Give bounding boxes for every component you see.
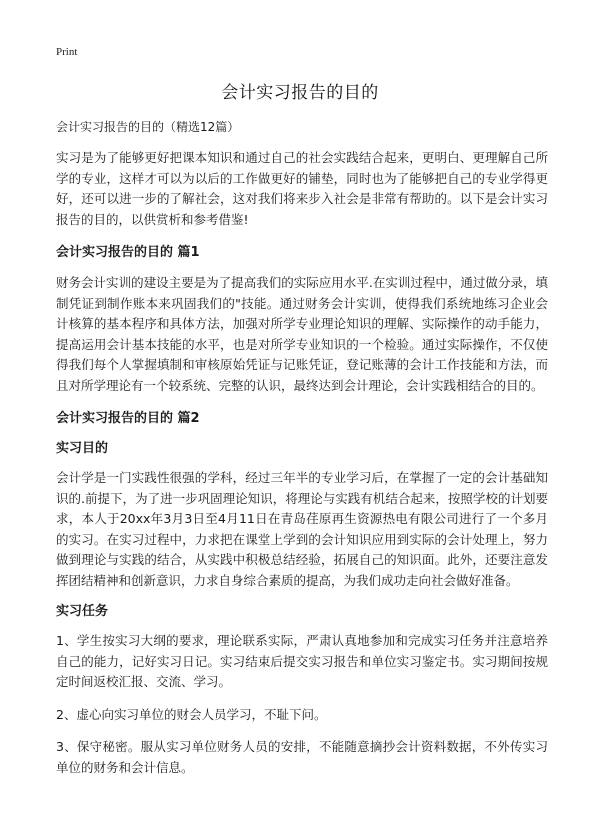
document-subtitle: 会计实习报告的目的（精选12篇） bbox=[56, 120, 240, 134]
subheading-internship-purpose: 实习目的 bbox=[56, 441, 109, 456]
section-heading-1: 会计实习报告的目的 篇1 bbox=[56, 245, 200, 260]
intro-paragraph: 实习是为了能够更好把课本知识和通过自己的社会实践结合起来，更明白、更理解自己所学的专业，这样才可以为以后的工作做更好的铺垫，同时也为了能够把自己的专业学得更好，还可以进一步的了解社会，这对我们将来步入社会是非常有帮助的。以下是会计实习报告的目的，以供赏析和参考借鉴! bbox=[56, 150, 548, 227]
section-heading-2: 会计实习报告的目的 篇2 bbox=[56, 411, 200, 426]
subheading-internship-tasks: 实习任务 bbox=[56, 604, 109, 619]
section-1-paragraph: 财务会计实训的建设主要是为了提高我们的实际应用水平.在实训过程中，通过做分录，填制凭证到制作账本来巩固我们的"技能。通过财务会计实训，使得我们系统地练习企业会计核算的基本程序和具体方法，加强对所学专业理论知识的理解、实际操作的动手能力，提高运用会计基本技能的水平，也是对所学专业知识的一个检验。通过实际操作，不仅使得我们每个人掌握填制和审核原始凭证与记账凭证，登记账薄的会计工作技能和方法，而且对所学理论有一个较系统、完整的认识，最终达到会计理论，会计实践相结合的目的。 bbox=[56, 275, 548, 393]
internship-purpose-paragraph: 会计学是一门实践性很强的学科，经过三年半的专业学习后，在掌握了一定的会计基础知识的.前提下，为了进一步巩固理论知识，将理论与实践有机结合起来，按照学校的计划要求，本人于20xx年3月3日至4月11日在青岛荏原再生资源热电有限公司进行了一个多月的实习。在实习过程中，力求把在课堂上学到的会计知识应用到实际的会计处理上，努力做到理论与实践的结合，从实践中积极总结经验，拓展自己的知识面。此外，还要注意发挥团结精神和创新意识，力求自身综合素质的提高，为我们成功走向社会做好准备。 bbox=[56, 470, 548, 588]
task-item-3: 3、保守秘密。服从实习单位财务人员的安排，不能随意摘抄会计资料数据，不外传实习单位的财务和会计信息。 bbox=[56, 739, 548, 775]
task-item-1: 1、学生按实习大纲的要求，理论联系实际，严肃认真地参加和完成实习任务并注意培养自己的能力，记好实习日记。实习结束后提交实习报告和单位实习鉴定书。实习期间按规定时间返校汇报、交流、学习。 bbox=[56, 633, 548, 689]
task-item-2: 2、虚心向实习单位的财会人员学习，不耻下问。 bbox=[56, 706, 327, 722]
document-body bbox=[56, 118, 548, 790]
print-link[interactable]: Print bbox=[56, 46, 78, 58]
page-title: 会计实习报告的目的 bbox=[221, 83, 379, 103]
